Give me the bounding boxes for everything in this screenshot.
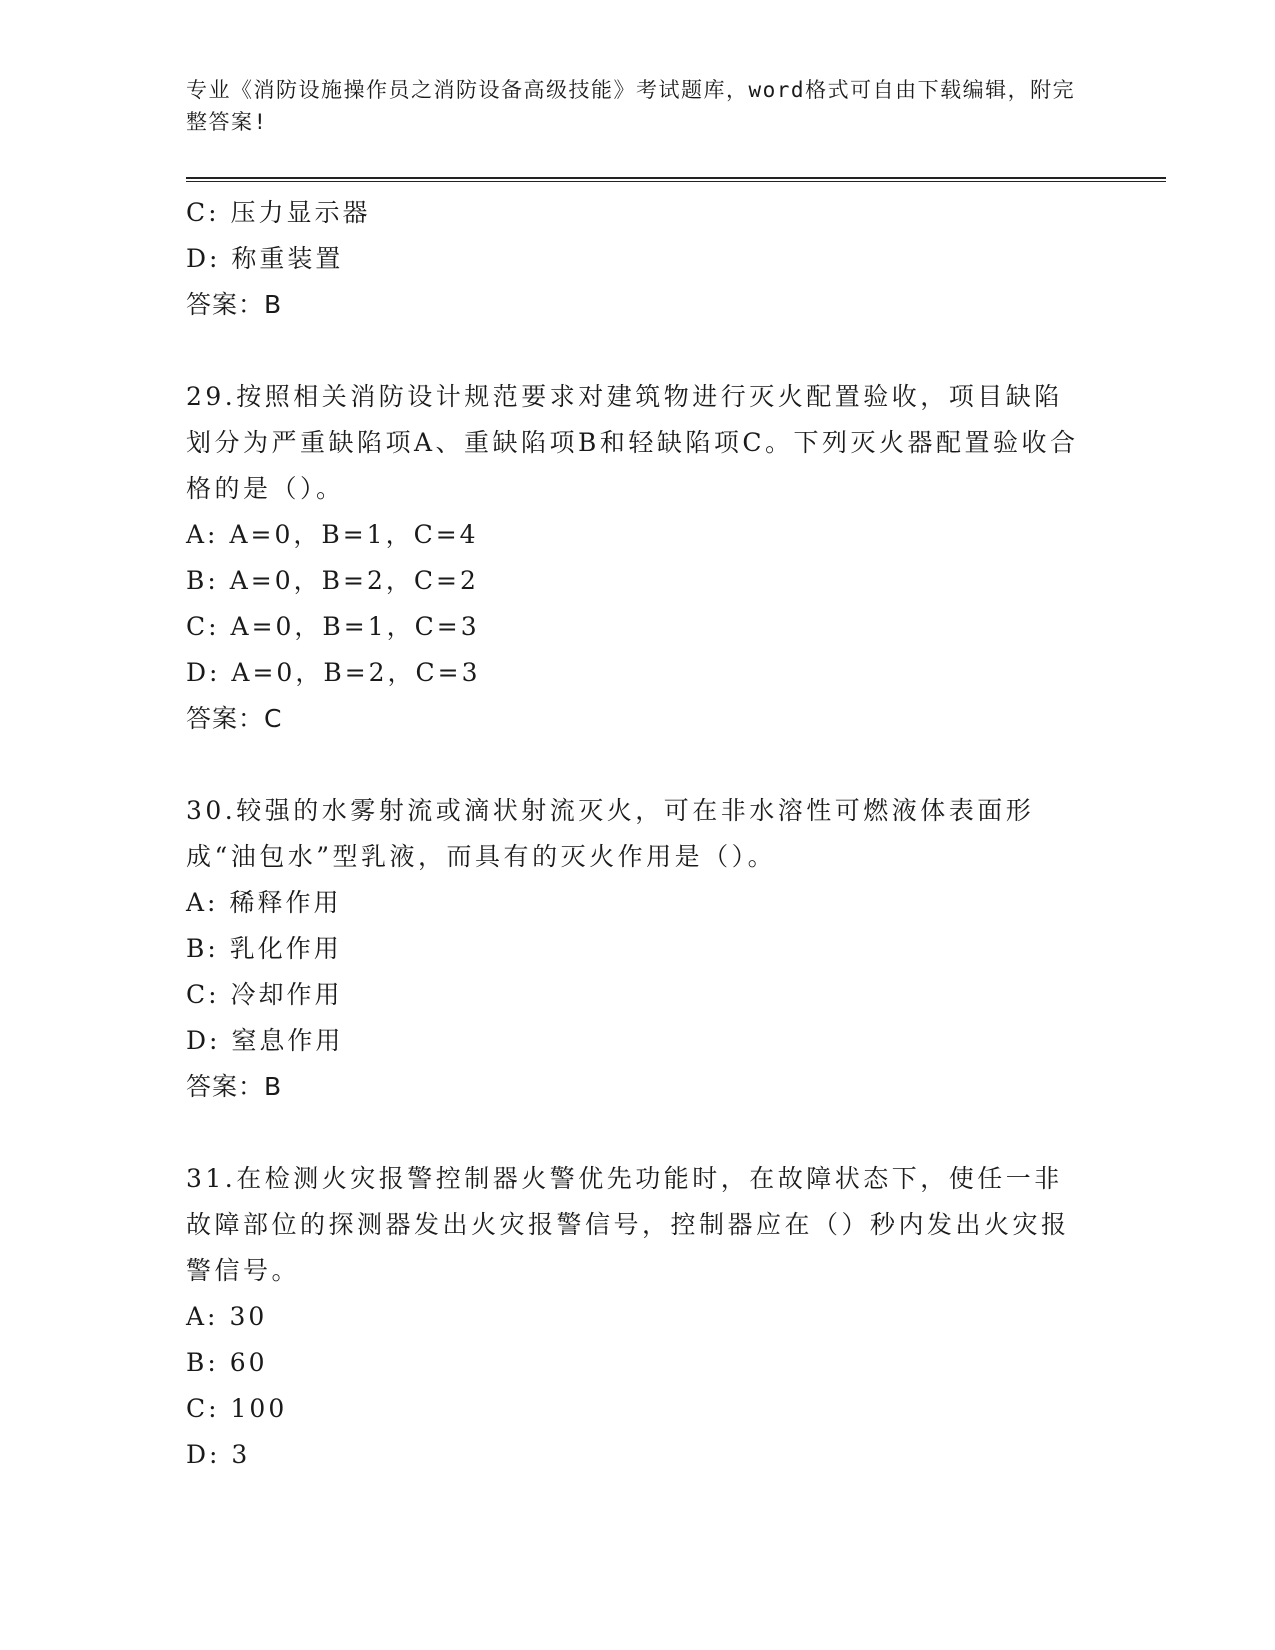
option-a bbox=[186, 880, 1166, 926]
option-b bbox=[186, 926, 1166, 972]
question-spacer bbox=[186, 328, 1166, 374]
option-label: B: bbox=[186, 934, 219, 963]
option-text: A=0，B=1，C=3 bbox=[230, 612, 480, 641]
option-label: C: bbox=[186, 980, 220, 1009]
option-label: B: bbox=[186, 566, 219, 595]
question-30 bbox=[186, 788, 1166, 1110]
question-stem: 30.较强的水雾射流或滴状射流灭火，可在非水溶性可燃液体表面形成“油包水”型乳液，而具有的灭火作用是（）。 bbox=[186, 796, 1035, 871]
question-stem: 29.按照相关消防设计规范要求对建筑物进行灭火配置验收，项目缺陷划分为严重缺陷项A、重缺陷项B和轻缺陷项C。下列灭火器配置验收合格的是（）。 bbox=[186, 382, 1079, 503]
option-label: D: bbox=[186, 1440, 221, 1469]
option-text: 100 bbox=[230, 1394, 288, 1423]
option-text: A=0，B=2，C=3 bbox=[231, 658, 481, 687]
option-label: A: bbox=[186, 1302, 219, 1331]
option-text: 3 bbox=[231, 1440, 251, 1469]
option-text: 称重装置 bbox=[231, 244, 344, 273]
option-b bbox=[186, 1340, 1166, 1386]
option-c bbox=[186, 972, 1166, 1018]
answer-line: 答案：C bbox=[186, 704, 283, 733]
option-text: 乳化作用 bbox=[229, 934, 342, 963]
option-label: C: bbox=[186, 1394, 220, 1423]
question-spacer bbox=[186, 1110, 1166, 1156]
option-text: 稀释作用 bbox=[229, 888, 342, 917]
option-text: 冷却作用 bbox=[230, 980, 343, 1009]
option-text: A=0，B=2，C=2 bbox=[229, 566, 479, 595]
option-label: B: bbox=[186, 1348, 219, 1377]
option-text: A=0，B=1，C=4 bbox=[229, 520, 479, 549]
answer-line: 答案：B bbox=[186, 1072, 283, 1101]
question-list bbox=[186, 190, 1166, 1478]
option-label: D: bbox=[186, 244, 221, 273]
option-d bbox=[186, 1018, 1166, 1064]
option-d bbox=[186, 236, 1166, 282]
question-31 bbox=[186, 1156, 1166, 1478]
option-a bbox=[186, 512, 1166, 558]
option-label: C: bbox=[186, 198, 220, 227]
question-29 bbox=[186, 374, 1166, 742]
document-header: 专业《消防设施操作员之消防设备高级技能》考试题库，word格式可自由下载编辑，附完整答案! bbox=[186, 78, 1076, 134]
option-text: 30 bbox=[229, 1302, 268, 1331]
option-text: 窒息作用 bbox=[231, 1026, 344, 1055]
option-c bbox=[186, 190, 1166, 236]
option-d bbox=[186, 650, 1166, 696]
option-label: D: bbox=[186, 658, 221, 687]
option-label: D: bbox=[186, 1026, 221, 1055]
option-c bbox=[186, 1386, 1166, 1432]
option-a bbox=[186, 1294, 1166, 1340]
option-b bbox=[186, 558, 1166, 604]
header-divider bbox=[186, 177, 1166, 182]
option-label: A: bbox=[186, 888, 219, 917]
question-28-tail bbox=[186, 190, 1166, 328]
option-d bbox=[186, 1432, 1166, 1478]
option-text: 60 bbox=[229, 1348, 268, 1377]
question-spacer bbox=[186, 742, 1166, 788]
option-text: 压力显示器 bbox=[230, 198, 371, 227]
option-label: A: bbox=[186, 520, 219, 549]
option-label: C: bbox=[186, 612, 220, 641]
question-stem: 31.在检测火灾报警控制器火警优先功能时，在故障状态下，使任一非故障部位的探测器发出火灾报警信号，控制器应在（）秒内发出火灾报警信号。 bbox=[186, 1164, 1070, 1285]
option-c bbox=[186, 604, 1166, 650]
answer-line: 答案：B bbox=[186, 290, 283, 319]
